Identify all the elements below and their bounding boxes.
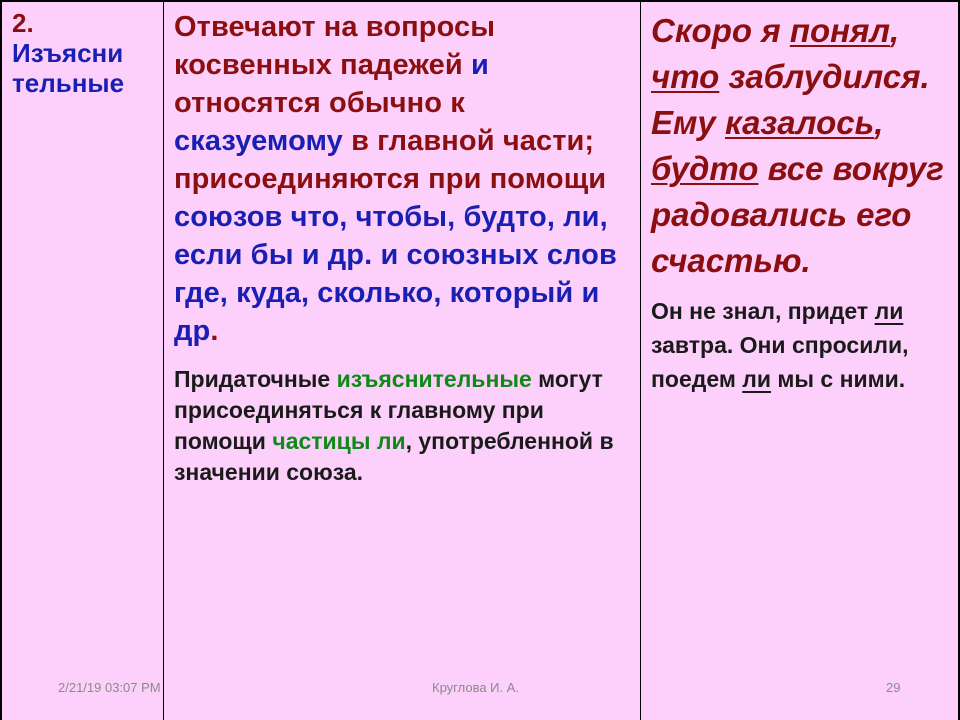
desc-part: и [470, 49, 489, 81]
note-part: , употребленной в значении союза. [174, 428, 614, 485]
note-text [174, 364, 634, 488]
desc-part: относятся обычно к [174, 87, 465, 119]
clause-type-heading [12, 8, 157, 98]
desc-part: сказуемому [174, 125, 343, 157]
footer-author: Круглова И. А. [432, 680, 520, 695]
example-underlined: понял [789, 12, 891, 49]
note-part: могут присоединяться к главному при помощи [174, 366, 603, 454]
example-part: все вокруг радовались его счастью. [651, 150, 944, 279]
clause-type-line1: Изъясни [12, 38, 124, 68]
footer-date: 2/21/19 03:07 PM [58, 680, 161, 695]
example2-underlined: ли [742, 366, 771, 392]
example-part: Скоро я [651, 12, 790, 49]
example-text [651, 8, 952, 284]
column-examples [640, 0, 960, 720]
example2-part: Он не знал, придет [651, 298, 875, 324]
note-part: Придаточные [174, 366, 337, 392]
clause-type-line2: тельные [12, 68, 125, 98]
example-part: , [890, 12, 900, 49]
example-li-text [651, 294, 952, 396]
column-type [0, 0, 163, 720]
note-part: изъяснительные [336, 366, 532, 392]
example-part: , [874, 104, 884, 141]
example2-part: завтра. Они спросили, поедем [651, 332, 909, 392]
desc-part: . [210, 315, 219, 347]
column-description [163, 0, 640, 720]
clause-number: 2. [12, 8, 34, 38]
examples-cell [651, 8, 952, 396]
description-cell [174, 8, 634, 488]
example2-underlined: ли [874, 298, 904, 324]
desc-part: Отвечают на вопросы косвенных падежей [174, 11, 496, 81]
example2-part: мы с ними. [770, 366, 906, 392]
example-part: заблудился. Ему [651, 58, 930, 141]
example-underlined: будто [651, 150, 759, 187]
example-underlined: казалось [724, 104, 875, 141]
desc-part: в главной части; присоединяются при помощи [174, 125, 607, 195]
desc-part: союзов что, чтобы, будто, ли, если бы и др. и союзных слов где, куда, сколько, который и др [174, 201, 617, 347]
description-text [174, 8, 634, 350]
slide-number: 29 [886, 680, 901, 695]
note-part: частицы ли [272, 428, 406, 454]
example-underlined: что [651, 58, 720, 95]
